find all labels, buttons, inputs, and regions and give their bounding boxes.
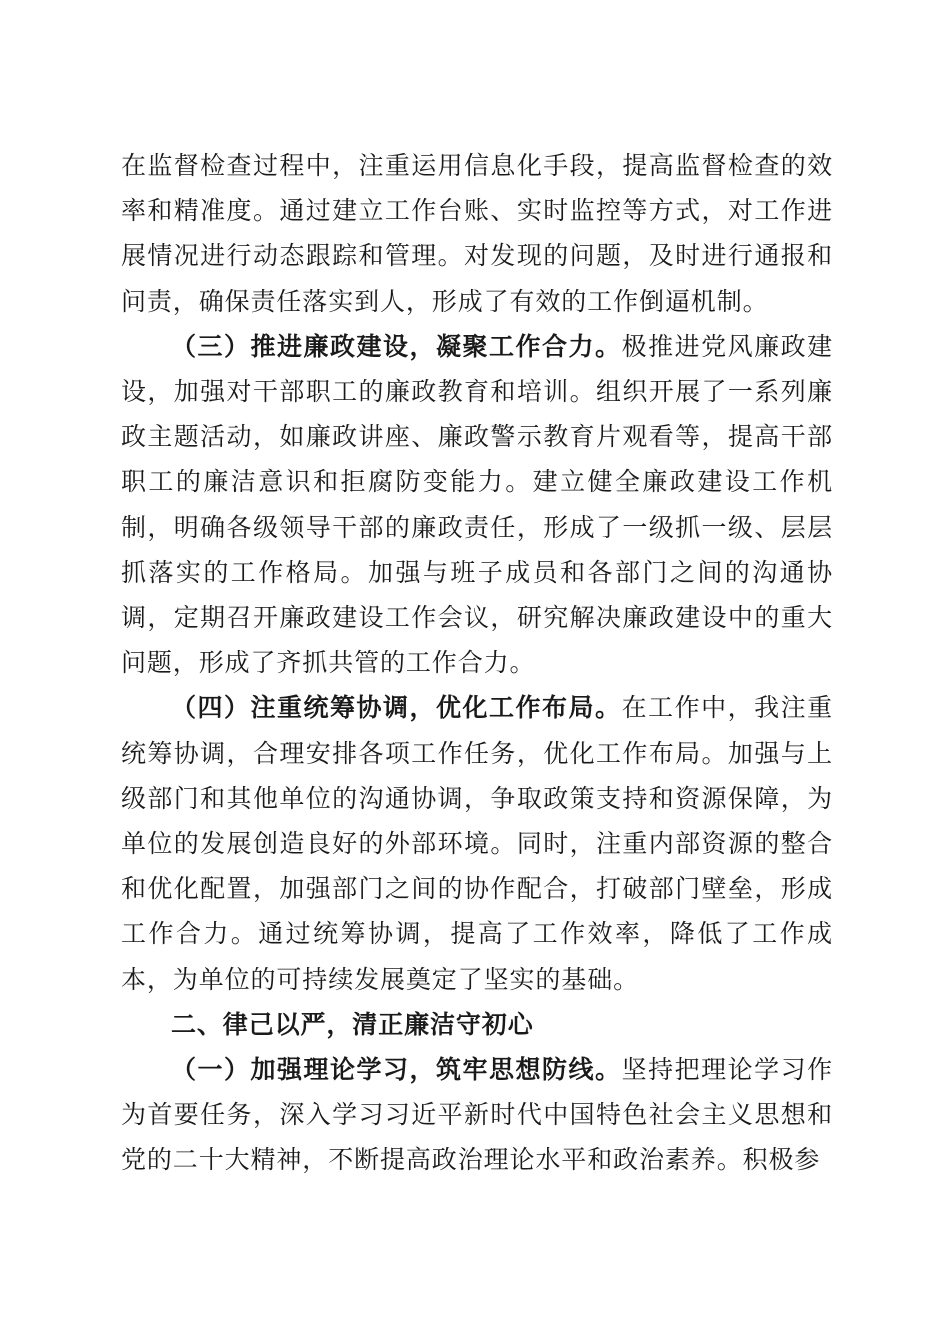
- document-body: [121, 143, 833, 1183]
- item-four-body: 在工作中，我注重统筹协调，合理安排各项工作任务，优化工作布局。加强与上级部门和其他单位的沟通协调，争取政策支持和资源保障，为单位的发展创造良好的外部环境。同时，注重内部资源的整合和优化配置，加强部门之间的协作配合，打破部门壁垒，形成工作合力。通过统筹协调，提高了工作效率，降低了工作成本，为单位的可持续发展奠定了坚实的基础。: [121, 693, 833, 994]
- paragraph-continuation: 在监督检查过程中，注重运用信息化手段，提高监督检查的效率和精准度。通过建立工作台账、实时监控等方式，对工作进展情况进行动态跟踪和管理。对发现的问题，及时进行通报和问责，确保责任落实到人，形成了有效的工作倒逼机制。: [121, 151, 833, 316]
- section-heading: 二、律己以严，清正廉洁守初心: [171, 1009, 534, 1039]
- paragraph-item-three: [121, 324, 833, 686]
- paragraph-item-four: [121, 685, 833, 1001]
- item-one-heading: （一）加强理论学习，筑牢思想防线。: [171, 1055, 622, 1085]
- item-three-body: 极推进党风廉政建设，加强对干部职工的廉政教育和培训。组织开展了一系列廉政主题活动，如廉政讲座、廉政警示教育片观看等，提高干部职工的廉洁意识和拒腐防变能力。建立健全廉政建设工作机制，明确各级领导干部的廉政责任，形成了一级抓一级、层层抓落实的工作格局。加强与班子成员和各部门之间的沟通协调，定期召开廉政建设工作会议，研究解决廉政建设中的重大问题，形成了齐抓共管的工作合力。: [121, 331, 833, 678]
- item-one-body: 坚持把理论学习作为首要任务，深入学习习近平新时代中国特色社会主义思想和党的二十大精神，不断提高政治理论水平和政治素养。积极参: [121, 1055, 833, 1175]
- paragraph-item-one: [121, 1047, 833, 1183]
- item-four-heading: （四）注重统筹协调，优化工作布局。: [171, 693, 622, 723]
- item-three-heading: （三）推进廉政建设，凝聚工作合力。: [171, 331, 622, 361]
